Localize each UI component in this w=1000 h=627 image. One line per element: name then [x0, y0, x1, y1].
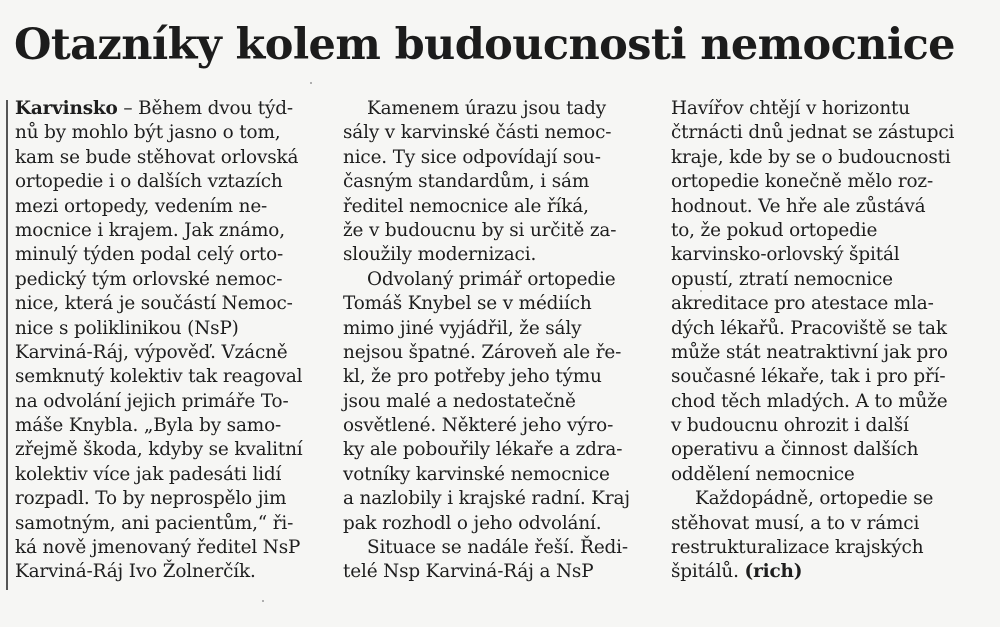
- text-line: [15, 365, 325, 389]
- author-signature: (rich): [744, 561, 803, 583]
- text-line: [15, 146, 325, 170]
- line-text: opustí, ztratí nemocnice: [671, 268, 893, 290]
- line-text: chod těch mladých. A to může: [671, 390, 948, 412]
- text-line: [343, 121, 653, 145]
- text-line: [15, 414, 325, 438]
- article-column-1: [15, 97, 325, 585]
- dateline: Karvinsko: [15, 98, 118, 119]
- line-text: sály v karvinské části nemoc-: [343, 122, 612, 144]
- text-line: [15, 463, 325, 487]
- line-text: rozpadl. To by neprospělo jim: [15, 488, 287, 510]
- article-column-2: [343, 97, 653, 585]
- text-line: [671, 195, 991, 219]
- line-text: špitálů.: [671, 561, 745, 583]
- text-line: [15, 512, 325, 536]
- line-text: mimo jiné vyjádřil, že sály: [343, 317, 582, 339]
- text-line: [15, 170, 325, 194]
- line-text: a nazlobily i krajské radní. Kraj: [343, 488, 630, 510]
- text-line: [343, 414, 653, 438]
- line-text: karvinsko-orlovský špitál: [671, 244, 900, 266]
- line-text: na odvolání jejich primáře To-: [15, 390, 289, 412]
- text-line: [671, 317, 991, 341]
- text-line: [343, 317, 653, 341]
- line-text: Situace se nadále řeší. Ředi-: [367, 537, 628, 559]
- scan-speck: [310, 82, 312, 84]
- line-text: nice. Ty sice odpovídají sou-: [343, 146, 601, 168]
- line-text: Karviná-Ráj, výpověď. Vzácně: [15, 341, 288, 363]
- text-line: [671, 512, 991, 536]
- line-text: telé Nsp Karviná-Ráj a NsP: [343, 561, 594, 583]
- line-text: samotným, ani pacientům,“ ři-: [15, 512, 294, 534]
- text-line: [671, 487, 991, 511]
- text-line: [343, 146, 653, 170]
- text-line: [343, 341, 653, 365]
- text-line: [343, 512, 653, 536]
- line-text: Každopádně, ortopedie se: [695, 488, 934, 510]
- text-line: [343, 292, 653, 316]
- text-line: [343, 365, 653, 389]
- text-line: [343, 170, 653, 194]
- line-text: mocnice i krajem. Jak známo,: [15, 219, 285, 241]
- line-text: zřejmě škoda, kdyby se kvalitní: [15, 439, 303, 461]
- line-text: Odvolaný primář ortopedie: [367, 268, 616, 290]
- line-text: současné lékaře, tak i pro pří-: [671, 366, 946, 388]
- text-line: [15, 97, 325, 121]
- line-text: ká nově jmenovaný ředitel NsP: [15, 537, 301, 559]
- line-text: stěhovat musí, a to v rámci: [671, 512, 920, 534]
- text-line: [15, 487, 325, 511]
- line-text: semknutý kolektiv tak reagoval: [15, 366, 303, 388]
- line-text: nů by mohlo být jasno o tom,: [15, 122, 281, 144]
- line-text: Havířov chtějí v horizontu: [671, 98, 910, 119]
- line-text: časným standardům, i sám: [343, 171, 590, 193]
- text-line: [671, 219, 991, 243]
- text-line: [671, 121, 991, 145]
- text-line: [671, 170, 991, 194]
- line-text: sloužily modernizaci.: [343, 244, 537, 266]
- text-line: [15, 268, 325, 292]
- line-text: – Během dvou týd-: [117, 98, 293, 119]
- text-line: [671, 268, 991, 292]
- margin-scan-edge: [6, 100, 8, 590]
- text-line: [671, 341, 991, 365]
- line-text: ředitel nemocnice ale říká,: [343, 195, 589, 217]
- text-line: [343, 219, 653, 243]
- text-line: [15, 390, 325, 414]
- text-line: [343, 243, 653, 267]
- text-line: [671, 463, 991, 487]
- line-text: votníky karvinské nemocnice: [343, 463, 610, 485]
- text-line: [15, 560, 325, 584]
- line-text: Kamenem úrazu jsou tady: [367, 98, 606, 119]
- line-text: může stát neatraktivní jak pro: [671, 341, 948, 363]
- text-line: [15, 317, 325, 341]
- line-text: kolektiv více jak padesáti lidí: [15, 463, 282, 485]
- scan-speck: [700, 290, 702, 292]
- text-line: [671, 414, 991, 438]
- line-text: Karviná-Ráj Ivo Žolnerčík.: [15, 561, 256, 583]
- article-column-3: [671, 97, 991, 585]
- line-text: pedický tým orlovské nemoc-: [15, 268, 283, 290]
- text-line: [15, 292, 325, 316]
- text-line: [343, 390, 653, 414]
- text-line: [15, 219, 325, 243]
- headline: Otazníky kolem budoucnosti nemocnice: [14, 20, 955, 70]
- line-text: osvětlené. Některé jeho výro-: [343, 415, 614, 437]
- text-line: [671, 390, 991, 414]
- line-text: operativu a činnost dalších: [671, 439, 919, 461]
- line-text: pak rozhodl o jeho odvolání.: [343, 512, 602, 534]
- line-text: Tomáš Knybel se v médiích: [343, 293, 592, 315]
- text-line: [343, 560, 653, 584]
- text-line: [343, 487, 653, 511]
- line-text: ky ale pobouřily lékaře a zdra-: [343, 439, 623, 461]
- line-text: mezi ortopedy, vedením ne-: [15, 195, 268, 217]
- line-text: restrukturalizace krajských: [671, 537, 924, 559]
- line-text: jsou malé a nedostatečně: [343, 390, 576, 412]
- text-line: [671, 97, 991, 121]
- text-line: [343, 195, 653, 219]
- line-text: ortopedie konečně mělo roz-: [671, 171, 934, 193]
- text-line: [15, 243, 325, 267]
- text-line: [15, 536, 325, 560]
- line-text: minulý týden podal celý orto-: [15, 244, 284, 266]
- text-line: [343, 536, 653, 560]
- line-text: nice s poliklinikou (NsP): [15, 317, 239, 339]
- text-line: [671, 560, 991, 584]
- line-text: dých lékařů. Pracoviště se tak: [671, 317, 947, 339]
- text-line: [671, 292, 991, 316]
- text-line: [15, 121, 325, 145]
- line-text: kraje, kde by se o budoucnosti: [671, 146, 951, 168]
- text-line: [15, 195, 325, 219]
- text-line: [343, 268, 653, 292]
- line-text: to, že pokud ortopedie: [671, 219, 878, 241]
- line-text: akreditace pro atestace mla-: [671, 293, 934, 315]
- text-line: [15, 438, 325, 462]
- text-line: [343, 438, 653, 462]
- line-text: že v budoucnu by si určitě za-: [343, 219, 617, 241]
- line-text: čtrnácti dnů jednat se zástupci: [671, 122, 955, 144]
- line-text: kam se bude stěhovat orlovská: [15, 146, 299, 168]
- text-line: [671, 536, 991, 560]
- text-line: [671, 146, 991, 170]
- text-line: [343, 463, 653, 487]
- text-line: [671, 243, 991, 267]
- line-text: máše Knybla. „Byla by samo-: [15, 415, 282, 437]
- line-text: v budoucnu ohrozit i další: [671, 415, 909, 437]
- text-line: [671, 365, 991, 389]
- line-text: hodnout. Ve hře ale zůstává: [671, 195, 926, 217]
- text-line: [343, 97, 653, 121]
- scan-speck: [262, 600, 264, 602]
- text-line: [671, 438, 991, 462]
- line-text: kl, že pro potřeby jeho týmu: [343, 366, 602, 388]
- line-text: nice, která je součástí Nemoc-: [15, 293, 293, 315]
- line-text: nejsou špatné. Zároveň ale ře-: [343, 341, 622, 363]
- text-line: [15, 341, 325, 365]
- line-text: oddělení nemocnice: [671, 463, 855, 485]
- line-text: ortopedie i o dalších vztazích: [15, 171, 283, 193]
